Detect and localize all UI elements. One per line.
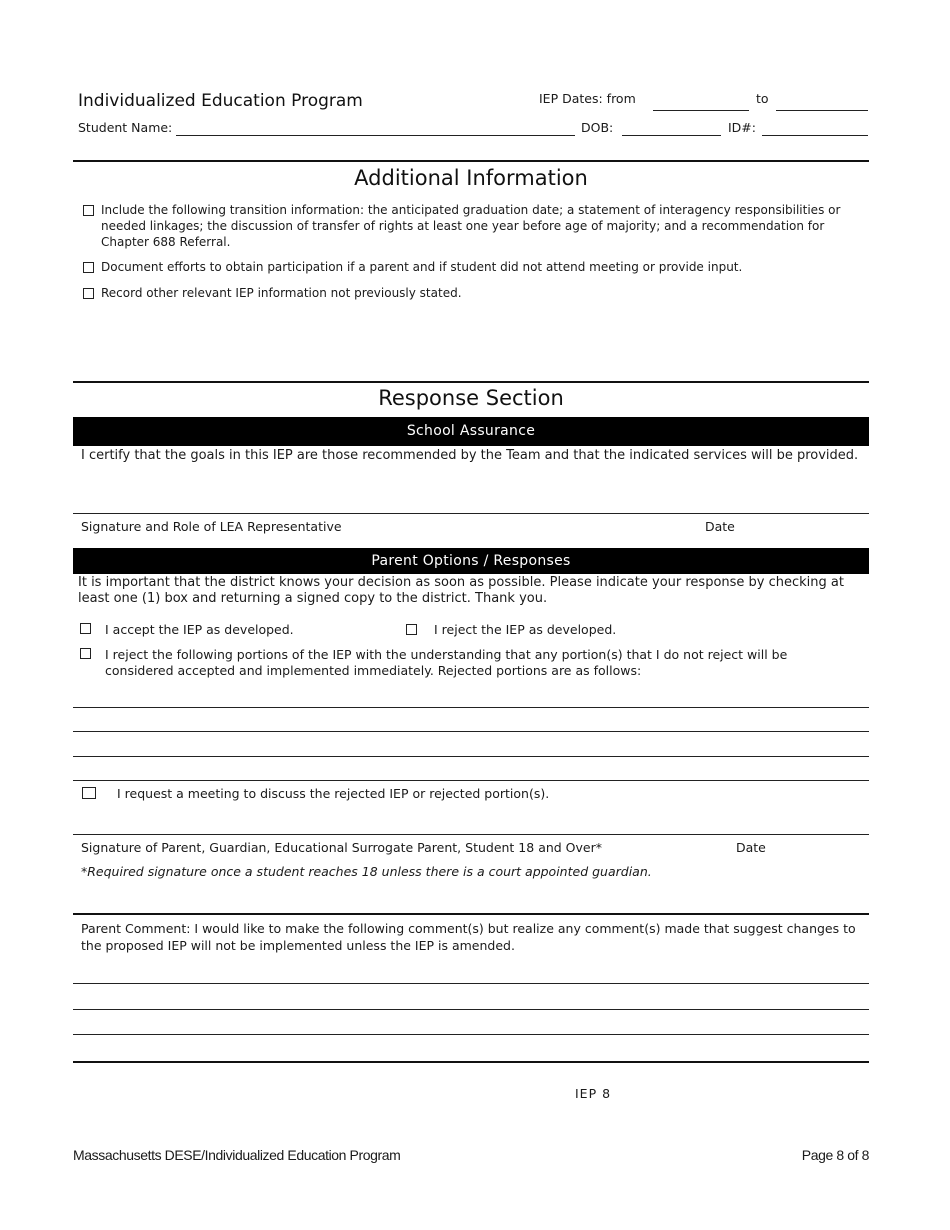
student-name-label: Student Name:	[78, 120, 173, 135]
certify-text: I certify that the goals in this IEP are those recommended by the Team and that the indicated services will be provided.	[81, 448, 859, 463]
iep-dates-label: IEP Dates: from	[539, 91, 636, 106]
lea-signature-label: Signature and Role of LEA Representative	[81, 519, 342, 534]
transition-info-text: Include the following transition information: the anticipated graduation date; a statement of interagency responsibilities or needed linkages; the discussion of transfer of rights at least one year before age of majority; and a recommendation for Chapter 688 Referral.	[101, 203, 841, 249]
comment-bottom-divider	[73, 1061, 869, 1063]
form-title: Individualized Education Program	[78, 91, 363, 111]
meeting-request-label: I request a meeting to discuss the rejected IEP or rejected portion(s).	[117, 786, 550, 801]
additional-info-divider	[73, 381, 869, 383]
school-assurance-header: School Assurance	[73, 417, 869, 446]
comment-line-3[interactable]	[73, 1034, 869, 1035]
student-name-field[interactable]	[176, 135, 575, 136]
rejected-portions-line-1[interactable]	[73, 707, 869, 708]
iep-date-from-field[interactable]	[653, 110, 749, 111]
comment-line-2[interactable]	[73, 1009, 869, 1010]
reject-iep-checkbox[interactable]	[406, 624, 417, 635]
document-efforts-checkbox[interactable]	[83, 262, 94, 273]
meeting-request-checkbox[interactable]	[82, 787, 96, 799]
rejected-portions-line-3[interactable]	[73, 756, 869, 757]
id-field[interactable]	[762, 135, 868, 136]
record-other-checkbox[interactable]	[83, 288, 94, 299]
footer-page-number: Page 8 of 8	[801, 1147, 869, 1163]
rejected-portions-line-2[interactable]	[73, 731, 869, 732]
document-efforts-text: Document efforts to obtain participation if a parent and if student did not attend meeting or provide input.	[101, 260, 743, 274]
parent-signature-label: Signature of Parent, Guardian, Educational Surrogate Parent, Student 18 and Over*	[81, 840, 602, 855]
reject-iep-label: I reject the IEP as developed.	[434, 622, 617, 637]
rejected-portions-line-4[interactable]	[73, 780, 869, 781]
dob-field[interactable]	[622, 135, 721, 136]
comment-line-1[interactable]	[73, 983, 869, 984]
page-code: IEP 8	[575, 1086, 612, 1101]
response-section-title: Response Section	[378, 386, 564, 410]
required-signature-note: *Required signature once a student reaches 18 unless there is a court appointed guardian.	[81, 864, 652, 879]
dob-label: DOB:	[581, 120, 614, 135]
record-other-text: Record other relevant IEP information not previously stated.	[101, 286, 462, 300]
lea-date-label: Date	[705, 519, 735, 534]
reject-portions-text: I reject the following portions of the IEP with the understanding that any portion(s) that I do not reject will be considered accepted and implemented immediately. Rejected portions are as follows:	[105, 647, 788, 678]
parent-date-label: Date	[736, 840, 766, 855]
accept-iep-checkbox[interactable]	[80, 623, 91, 634]
footer-left: Massachusetts DESE/Individualized Education Program	[73, 1147, 401, 1163]
iep-date-to-field[interactable]	[776, 110, 868, 111]
parent-intro-text: It is important that the district knows your decision as soon as possible. Please indicate your response by checking at least one (1) box and returning a signed copy to the district. Thank you.	[78, 575, 844, 606]
header-divider	[73, 160, 869, 162]
parent-signature-line[interactable]	[73, 834, 869, 835]
accept-iep-label: I accept the IEP as developed.	[105, 622, 294, 637]
comment-divider	[73, 913, 869, 915]
id-label: ID#:	[728, 120, 756, 135]
additional-info-title: Additional Information	[354, 166, 588, 190]
transition-info-checkbox[interactable]	[83, 205, 94, 216]
parent-options-header: Parent Options / Responses	[73, 548, 869, 574]
parent-comment-text: Parent Comment: I would like to make the following comment(s) but realize any comment(s) made that suggest changes to the proposed IEP will not be implemented unless the IEP is amended.	[81, 921, 856, 953]
lea-signature-line[interactable]	[73, 513, 869, 514]
reject-portions-checkbox[interactable]	[80, 648, 91, 659]
to-label: to	[756, 91, 769, 106]
